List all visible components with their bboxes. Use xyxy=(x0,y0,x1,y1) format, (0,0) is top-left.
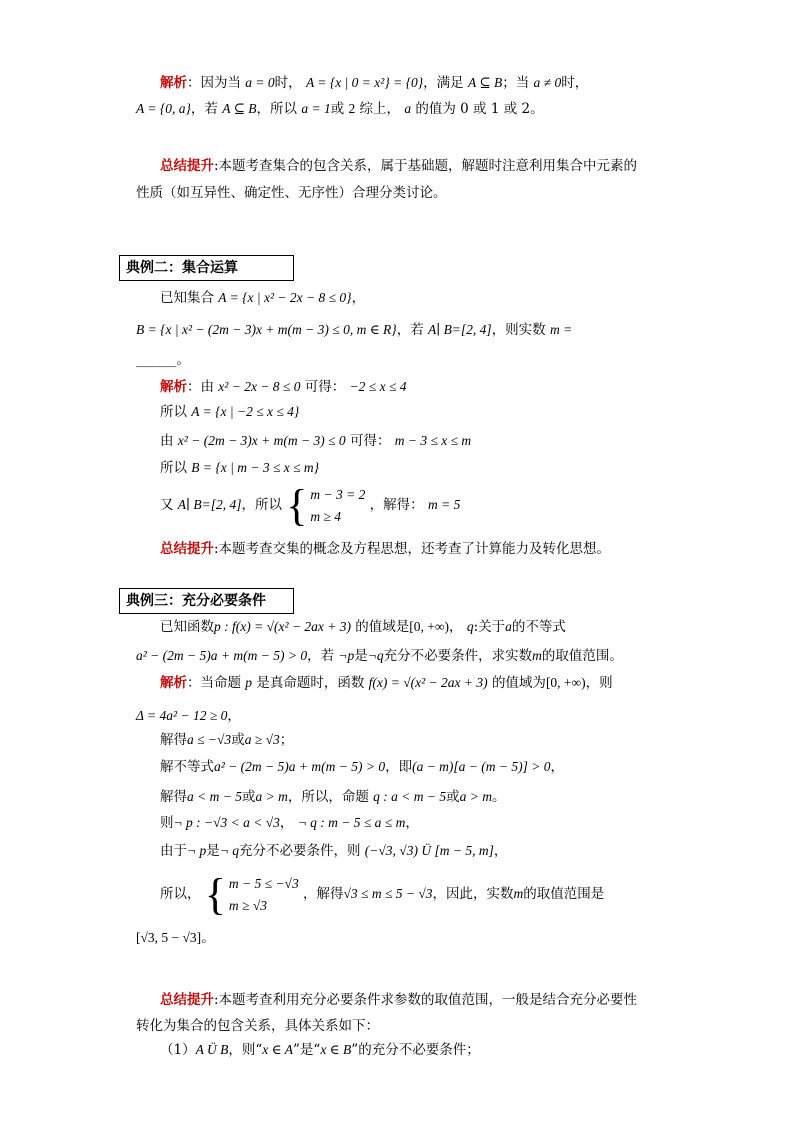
ex3-solution-line-5 xyxy=(160,787,505,807)
math: a xyxy=(505,619,512,634)
math: −2 ≤ x ≤ 4 xyxy=(349,379,407,394)
math-set: A = {0, a} xyxy=(136,101,191,116)
text: ，所以，命题 xyxy=(287,789,369,805)
text: 。 xyxy=(491,789,506,805)
ex3-solution-line-7 xyxy=(160,841,507,861)
summary-label: 总结提升 xyxy=(160,158,214,174)
text: :本题考查利用充分必要条件求参数的取值范围，一般是结合充分必要性 xyxy=(214,992,638,1008)
text: :本题考查集合的包含关系，属于基础题，解题时注意利用集合中元素的 xyxy=(214,158,638,174)
math: q xyxy=(466,619,474,634)
text: 的值为 0 或 1 或 2。 xyxy=(411,101,544,117)
math: a ≥ √3 xyxy=(244,732,280,747)
math: a > m xyxy=(255,789,288,804)
text: ：因为当 xyxy=(187,75,241,91)
math-set: B = {x | x² − (2m − 3)x + m(m − 3) ≤ 0, m ∈ R} xyxy=(136,322,397,337)
math: √3 ≤ m ≤ 5 − √3 xyxy=(343,886,433,901)
math: m xyxy=(532,648,542,663)
text: ，解得 xyxy=(303,886,344,902)
text: ， xyxy=(351,290,366,306)
text: 时， xyxy=(561,75,589,91)
text: ：当命题 xyxy=(187,675,241,691)
math: A∣ B=[2, 4] xyxy=(428,322,492,337)
ex3-solution-line-9 xyxy=(136,928,215,948)
ex3-solution-line-2 xyxy=(136,706,241,726)
text: ，所以 xyxy=(256,101,298,117)
text: （1） xyxy=(160,1042,196,1058)
answer-blank: ______。 xyxy=(136,352,190,368)
text: ，解得： xyxy=(369,497,424,513)
text: 或 xyxy=(231,732,245,748)
math: a ≤ −√3 xyxy=(187,732,232,747)
text: 由于 xyxy=(160,843,187,859)
text: 性质（如互异性、确定性、无序性）合理分类讨论。 xyxy=(136,185,447,201)
math: m = xyxy=(549,322,573,337)
ex3-solution-line-4 xyxy=(160,757,564,777)
text: 或 xyxy=(241,789,256,805)
text: ， xyxy=(493,843,508,859)
left-brace-icon: { xyxy=(204,869,226,919)
text: ，则 xyxy=(585,675,613,691)
ex3-summary-line-3 xyxy=(160,1040,480,1060)
math: a = 1 xyxy=(301,101,331,116)
math: x² − 2x − 8 ≤ 0 xyxy=(218,379,301,394)
inequality-system xyxy=(204,869,299,919)
math: a ≠ 0 xyxy=(533,75,562,90)
math: x ∈ A xyxy=(262,1042,293,1057)
text: ”是“ xyxy=(293,1042,321,1058)
math: m xyxy=(513,886,524,901)
analysis-line-2 xyxy=(136,99,544,119)
math: ¬ q : m − 5 ≤ a ≤ m xyxy=(297,815,406,830)
text: 或 xyxy=(446,789,460,805)
text: 所以 xyxy=(160,404,187,420)
text: 解得 xyxy=(160,789,187,805)
text: ”的充分不必要条件； xyxy=(351,1042,480,1058)
math: Δ = 4a² − 12 ≥ 0 xyxy=(136,708,228,723)
text: ，所以 xyxy=(241,497,282,513)
ex3-solution-line-6 xyxy=(160,813,419,833)
left-brace-icon: { xyxy=(286,480,308,530)
text: 是 xyxy=(206,843,220,859)
summary-1-line-1 xyxy=(160,156,637,176)
text: 可得： xyxy=(349,433,391,449)
math: q : a < m − 5 xyxy=(373,789,447,804)
text: 解得 xyxy=(160,732,187,748)
example-3-title: 典例三：充分必要条件 xyxy=(119,588,294,614)
math: m = 5 xyxy=(427,497,461,512)
analysis-line-1 xyxy=(160,73,588,93)
text: 已知函数 xyxy=(160,619,214,635)
ex2-summary xyxy=(160,539,610,559)
text: ， xyxy=(449,619,463,635)
summary-label: 总结提升 xyxy=(160,541,214,557)
text: ， xyxy=(550,759,565,775)
math: a > m xyxy=(459,789,492,804)
math: m − 3 = 2 xyxy=(310,486,366,502)
math: A Ü B xyxy=(195,1042,229,1057)
text: 转化为集合的包含关系，具体关系如下： xyxy=(136,1018,379,1034)
text: 的取值范围是 xyxy=(523,886,605,902)
ex2-solution-line-4 xyxy=(160,458,319,478)
text: 或 xyxy=(330,101,345,117)
ex3-summary-line-2 xyxy=(136,1016,379,1036)
text: ：由 xyxy=(187,379,214,395)
math: ¬ q xyxy=(219,843,239,858)
text: ； xyxy=(279,732,294,748)
ex3-solution-line-1 xyxy=(160,673,613,693)
text: 解不等式 xyxy=(160,759,214,775)
ex3-question-line-1 xyxy=(160,617,566,637)
math: ¬ p : −√3 < a < √3 xyxy=(173,815,280,830)
math: x ∈ B xyxy=(320,1042,352,1057)
analysis-label: 解析 xyxy=(160,75,187,91)
text: ，若 xyxy=(396,322,424,338)
text: 是 xyxy=(354,648,368,664)
text: 充分不必要条件，则 xyxy=(239,843,361,859)
ex3-solution-line-8 xyxy=(160,868,604,920)
math: m − 3 ≤ x ≤ m xyxy=(394,433,472,448)
text: 由 xyxy=(160,433,174,449)
math: A ⊆ B xyxy=(222,101,257,116)
math: p xyxy=(245,675,253,690)
text: ，若 xyxy=(307,648,335,664)
math: a = 0 xyxy=(245,75,275,90)
text: ，满足 xyxy=(423,75,464,91)
text: :本题考查交集的概念及方程思想，还考查了计算能力及转化思想。 xyxy=(214,541,611,557)
math: a² − (2m − 5)a + m(m − 5) > 0 xyxy=(214,759,386,774)
ex3-solution-line-3 xyxy=(160,730,293,750)
math: A ⊆ B xyxy=(467,75,503,90)
text: ，即 xyxy=(385,759,413,775)
math: a² − (2m − 5)a + m(m − 5) > 0 xyxy=(136,648,308,663)
math: [0, +∞) xyxy=(545,675,586,690)
math-set: A = {x | −2 ≤ x ≤ 4} xyxy=(191,404,300,419)
text: 所以 xyxy=(160,460,187,476)
summary-label: 总结提升 xyxy=(160,992,214,1008)
math: (−√3, √3) Ü [m − 5, m] xyxy=(364,843,494,858)
text: 可得： xyxy=(304,379,346,395)
text: ， xyxy=(405,815,419,831)
text: 的不等式 xyxy=(511,619,566,635)
text: 的值域为 xyxy=(491,675,546,691)
example-2-title: 典例二：集合运算 xyxy=(119,255,294,281)
analysis-label: 解析 xyxy=(160,675,187,691)
math: [√3, 5 − √3] xyxy=(136,930,202,945)
math: m ≥ 4 xyxy=(310,508,342,524)
math-set: A = {x | x² − 2x − 8 ≤ 0} xyxy=(218,290,352,305)
math: a < m − 5 xyxy=(187,789,242,804)
math: m ≥ √3 xyxy=(228,897,267,913)
text: 则 xyxy=(160,815,174,831)
math: m − 5 ≤ −√3 xyxy=(228,875,299,891)
text: 已知集合 xyxy=(160,290,214,306)
equation-system xyxy=(286,480,366,530)
ex2-solution-line-5 xyxy=(160,480,461,530)
text: 又 xyxy=(160,497,174,513)
text: ，则“ xyxy=(228,1042,263,1058)
math: (a − m)[a − (m − 5)] > 0 xyxy=(412,759,551,774)
math-set: B = {x | m − 3 ≤ x ≤ m} xyxy=(191,460,320,475)
summary-1-line-2 xyxy=(136,183,447,203)
text: 的取值范围。 xyxy=(541,648,623,664)
text: :关于 xyxy=(473,619,506,635)
text: 。 xyxy=(201,930,215,946)
math: [0, +∞) xyxy=(409,619,450,634)
math-set: A = {x | 0 = x²} = {0} xyxy=(305,75,424,90)
text: ，则实数 xyxy=(491,322,546,338)
math: 2 xyxy=(348,101,356,116)
text: ，因此，实数 xyxy=(432,886,514,902)
text: ，若 xyxy=(190,101,218,117)
math: ¬q xyxy=(367,648,384,663)
math: p : f(x) = √(x² − 2ax + 3) xyxy=(214,619,351,634)
text: 的值域是 xyxy=(355,619,410,635)
math: ¬p xyxy=(338,648,355,663)
ex2-question-line-2 xyxy=(136,320,572,340)
math: a xyxy=(404,101,412,116)
ex2-solution-line-2 xyxy=(160,402,299,422)
math: A∣ B=[2, 4] xyxy=(177,497,242,512)
text: ；当 xyxy=(502,75,530,91)
analysis-label: 解析 xyxy=(160,379,187,395)
ex2-question-line-3 xyxy=(136,350,190,370)
text: ， xyxy=(227,708,241,724)
ex2-question-line-1 xyxy=(160,288,365,308)
ex2-solution-line-3 xyxy=(160,431,471,451)
text: 是真命题时，函数 xyxy=(256,675,365,691)
math: ¬ p xyxy=(187,843,207,858)
text: 综上， xyxy=(355,101,401,117)
math: f(x) = √(x² − 2ax + 3) xyxy=(368,675,488,690)
text: ， xyxy=(279,815,294,831)
text: 时， xyxy=(274,75,302,91)
math: x² − (2m − 3)x + m(m − 3) ≤ 0 xyxy=(177,433,346,448)
text: 所以， xyxy=(160,886,201,902)
ex3-summary-line-1 xyxy=(160,990,637,1010)
ex2-solution-line-1 xyxy=(160,377,406,397)
ex3-question-line-2 xyxy=(136,646,623,666)
text: 充分不必要条件，求实数 xyxy=(383,648,533,664)
